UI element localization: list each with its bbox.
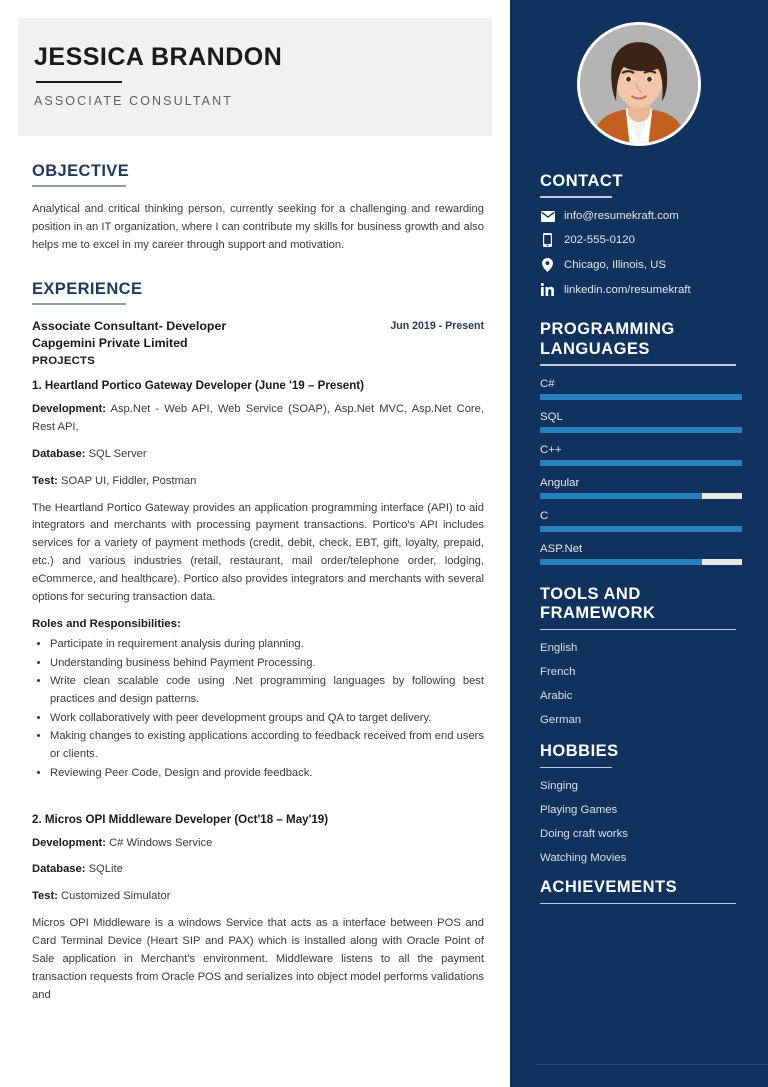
skill-item (540, 477, 742, 499)
sidebar-underline-hobbies (540, 767, 612, 769)
project-test (32, 888, 484, 906)
skill-bar-fill (540, 394, 742, 400)
skill-item (540, 510, 742, 532)
project-test-label: Test: (32, 474, 58, 487)
section-heading-experience: EXPERIENCE (32, 280, 143, 299)
avatar (577, 22, 701, 146)
sidebar-divider (536, 1064, 768, 1065)
project-title: 1. Heartland Portico Gateway Developer (June '19 – Present) (32, 378, 365, 392)
skill-bar (540, 493, 742, 499)
sidebar (510, 0, 768, 1087)
experience-entry-header (32, 318, 484, 352)
contact-linkedin-text: linkedin.com/resumekraft (564, 283, 691, 296)
linkedin-icon (540, 283, 555, 296)
sidebar-heading-achievements: ACHIEVEMENTS (540, 878, 678, 897)
spacer (32, 784, 484, 801)
project-development (32, 401, 484, 437)
project-test (32, 473, 484, 491)
contact-item-location[interactable] (540, 258, 742, 272)
project-database-value: SQLite (85, 863, 123, 876)
skill-item (540, 411, 742, 433)
list-item: English (540, 642, 578, 655)
objective-text: Analytical and critical thinking person, currently seeking for a challenging and rewarding position in an IT organization, where I can contribute my skills for business growth and also helps me to excel in my career through support and motivation. (32, 202, 484, 251)
list-item: Doing craft works (540, 828, 628, 841)
contact-item-phone[interactable] (540, 233, 742, 247)
list-item: • Understanding business behind Payment Processing. (50, 655, 484, 673)
skill-label: SQL (540, 410, 563, 423)
project-title: 2. Micros OPI Middleware Developer (Oct'18 – May'19) (32, 812, 329, 826)
skill-bar-fill (540, 493, 702, 499)
contact-phone-text: 202-555-0120 (564, 234, 635, 247)
list-item: German (540, 714, 582, 727)
list-item: • Participate in requirement analysis during planning. (50, 636, 484, 654)
project-description: Micros OPI Middleware is a windows Service that acts as a interface between POS and Card Terminal Device (Heart SIP and PAX) which is installed along with Oracle Point of Sale application in Merchant's environment. Middleware listens to all the payment transaction requests from Oracle POS and serializes into object model performs validations and (32, 917, 484, 1001)
skill-item (540, 444, 742, 466)
sidebar-underline-tools (540, 629, 736, 631)
project-database (32, 861, 484, 879)
list-item: French (540, 666, 576, 679)
experience-date: Jun 2019 - Present (390, 319, 484, 332)
project-description: The Heartland Portico Gateway provides an application programming interface (API) to aid integrators and merchants with processing payment transactions. Portico's API includes services for a variety of payment methods (credit, debit, check, EBT, gift, loyalty, prepaid, etc.) and various industries (retail, restaurant, mail order/telephone order, lodging, eCommerce, and healthcare). Portico also provides integrators and merchants with several options for securing transaction data. (32, 501, 484, 604)
skill-bar (540, 394, 742, 400)
skill-bar (540, 526, 742, 532)
sidebar-heading-programming: PROGRAMMING LANGUAGES (540, 320, 675, 358)
list-item: Watching Movies (540, 852, 627, 865)
skill-bar-fill (540, 559, 702, 565)
phone-icon (540, 233, 555, 247)
project-development-label: Development: (32, 402, 106, 415)
projects-label: PROJECTS (32, 354, 95, 367)
skill-bar-fill (540, 427, 742, 433)
sidebar-underline-programming (540, 364, 736, 366)
skill-bar (540, 427, 742, 433)
envelope-icon (540, 211, 555, 222)
contact-item-linkedin[interactable] (540, 283, 742, 296)
list-item: Arabic (540, 690, 573, 703)
skill-label: C (540, 509, 549, 522)
list-item: Playing Games (540, 804, 618, 817)
project-development-value: Asp.Net - Web API, Web Service (SOAP), Asp.Net MVC, Asp.Net Core, Rest API, (32, 402, 484, 433)
project-database (32, 446, 484, 464)
experience-role-company (32, 318, 226, 352)
skill-item (540, 543, 742, 565)
skill-label: Angular (540, 476, 580, 489)
avatar-wrapper (510, 0, 768, 146)
sidebar-heading-hobbies: HOBBIES (540, 742, 619, 761)
name-underline (36, 81, 122, 83)
avatar-illustration (580, 25, 698, 143)
project-development-label: Development: (32, 836, 106, 849)
project-development-value: C# Windows Service (105, 836, 213, 849)
skill-label: C# (540, 377, 555, 390)
job-title: ASSOCIATE CONSULTANT (34, 93, 233, 108)
section-underline-objective (32, 185, 126, 187)
name-header-block (18, 18, 492, 136)
project-database-value: SQL Server (85, 447, 147, 460)
contact-email-text: info@resumekraft.com (564, 210, 679, 223)
project-test-value: SOAP UI, Fiddler, Postman (57, 474, 197, 487)
roles-list (50, 636, 484, 783)
project-test-label: Test: (32, 890, 58, 903)
sidebar-underline-contact (540, 196, 612, 198)
map-pin-icon (540, 258, 555, 272)
list-item: • Making changes to existing applications according to feedback received from end users or clients. (50, 728, 484, 763)
contact-location-text: Chicago, Illinois, US (564, 259, 666, 272)
list-item: • Reviewing Peer Code, Design and provide feedback. (50, 765, 484, 783)
list-item: • Write clean scalable code using .Net programming languages by following best practices and design patterns. (50, 673, 484, 708)
project-test-value: Customized Simulator (57, 890, 171, 903)
experience-company: Capgemini Private Limited (32, 335, 188, 350)
project-database-label: Database: (32, 447, 86, 460)
sidebar-body (510, 172, 768, 904)
main-content (0, 162, 510, 1005)
project-database-label: Database: (32, 863, 86, 876)
contact-item-email[interactable] (540, 210, 742, 222)
skill-item (540, 378, 742, 400)
sidebar-heading-tools: TOOLS AND FRAMEWORK (540, 584, 656, 623)
skill-label: ASP.Net (540, 542, 583, 555)
section-heading-objective: OBJECTIVE (32, 162, 130, 180)
skill-bar-fill (540, 526, 742, 532)
skill-label: C++ (540, 443, 562, 456)
roles-label: Roles and Responsibilities: (32, 618, 181, 631)
skill-bar-fill (540, 460, 742, 466)
sidebar-underline-achievements (540, 903, 736, 905)
skill-bar (540, 460, 742, 466)
list-item: Singing (540, 780, 578, 793)
section-underline-experience (32, 303, 126, 305)
experience-role: Associate Consultant- Developer (32, 318, 227, 333)
skill-bar (540, 559, 742, 565)
list-item: • Work collaboratively with peer development groups and QA to target delivery. (50, 710, 484, 728)
project-development (32, 835, 484, 853)
page-title: JESSICA BRANDON (34, 43, 283, 71)
sidebar-heading-contact: CONTACT (540, 172, 623, 190)
